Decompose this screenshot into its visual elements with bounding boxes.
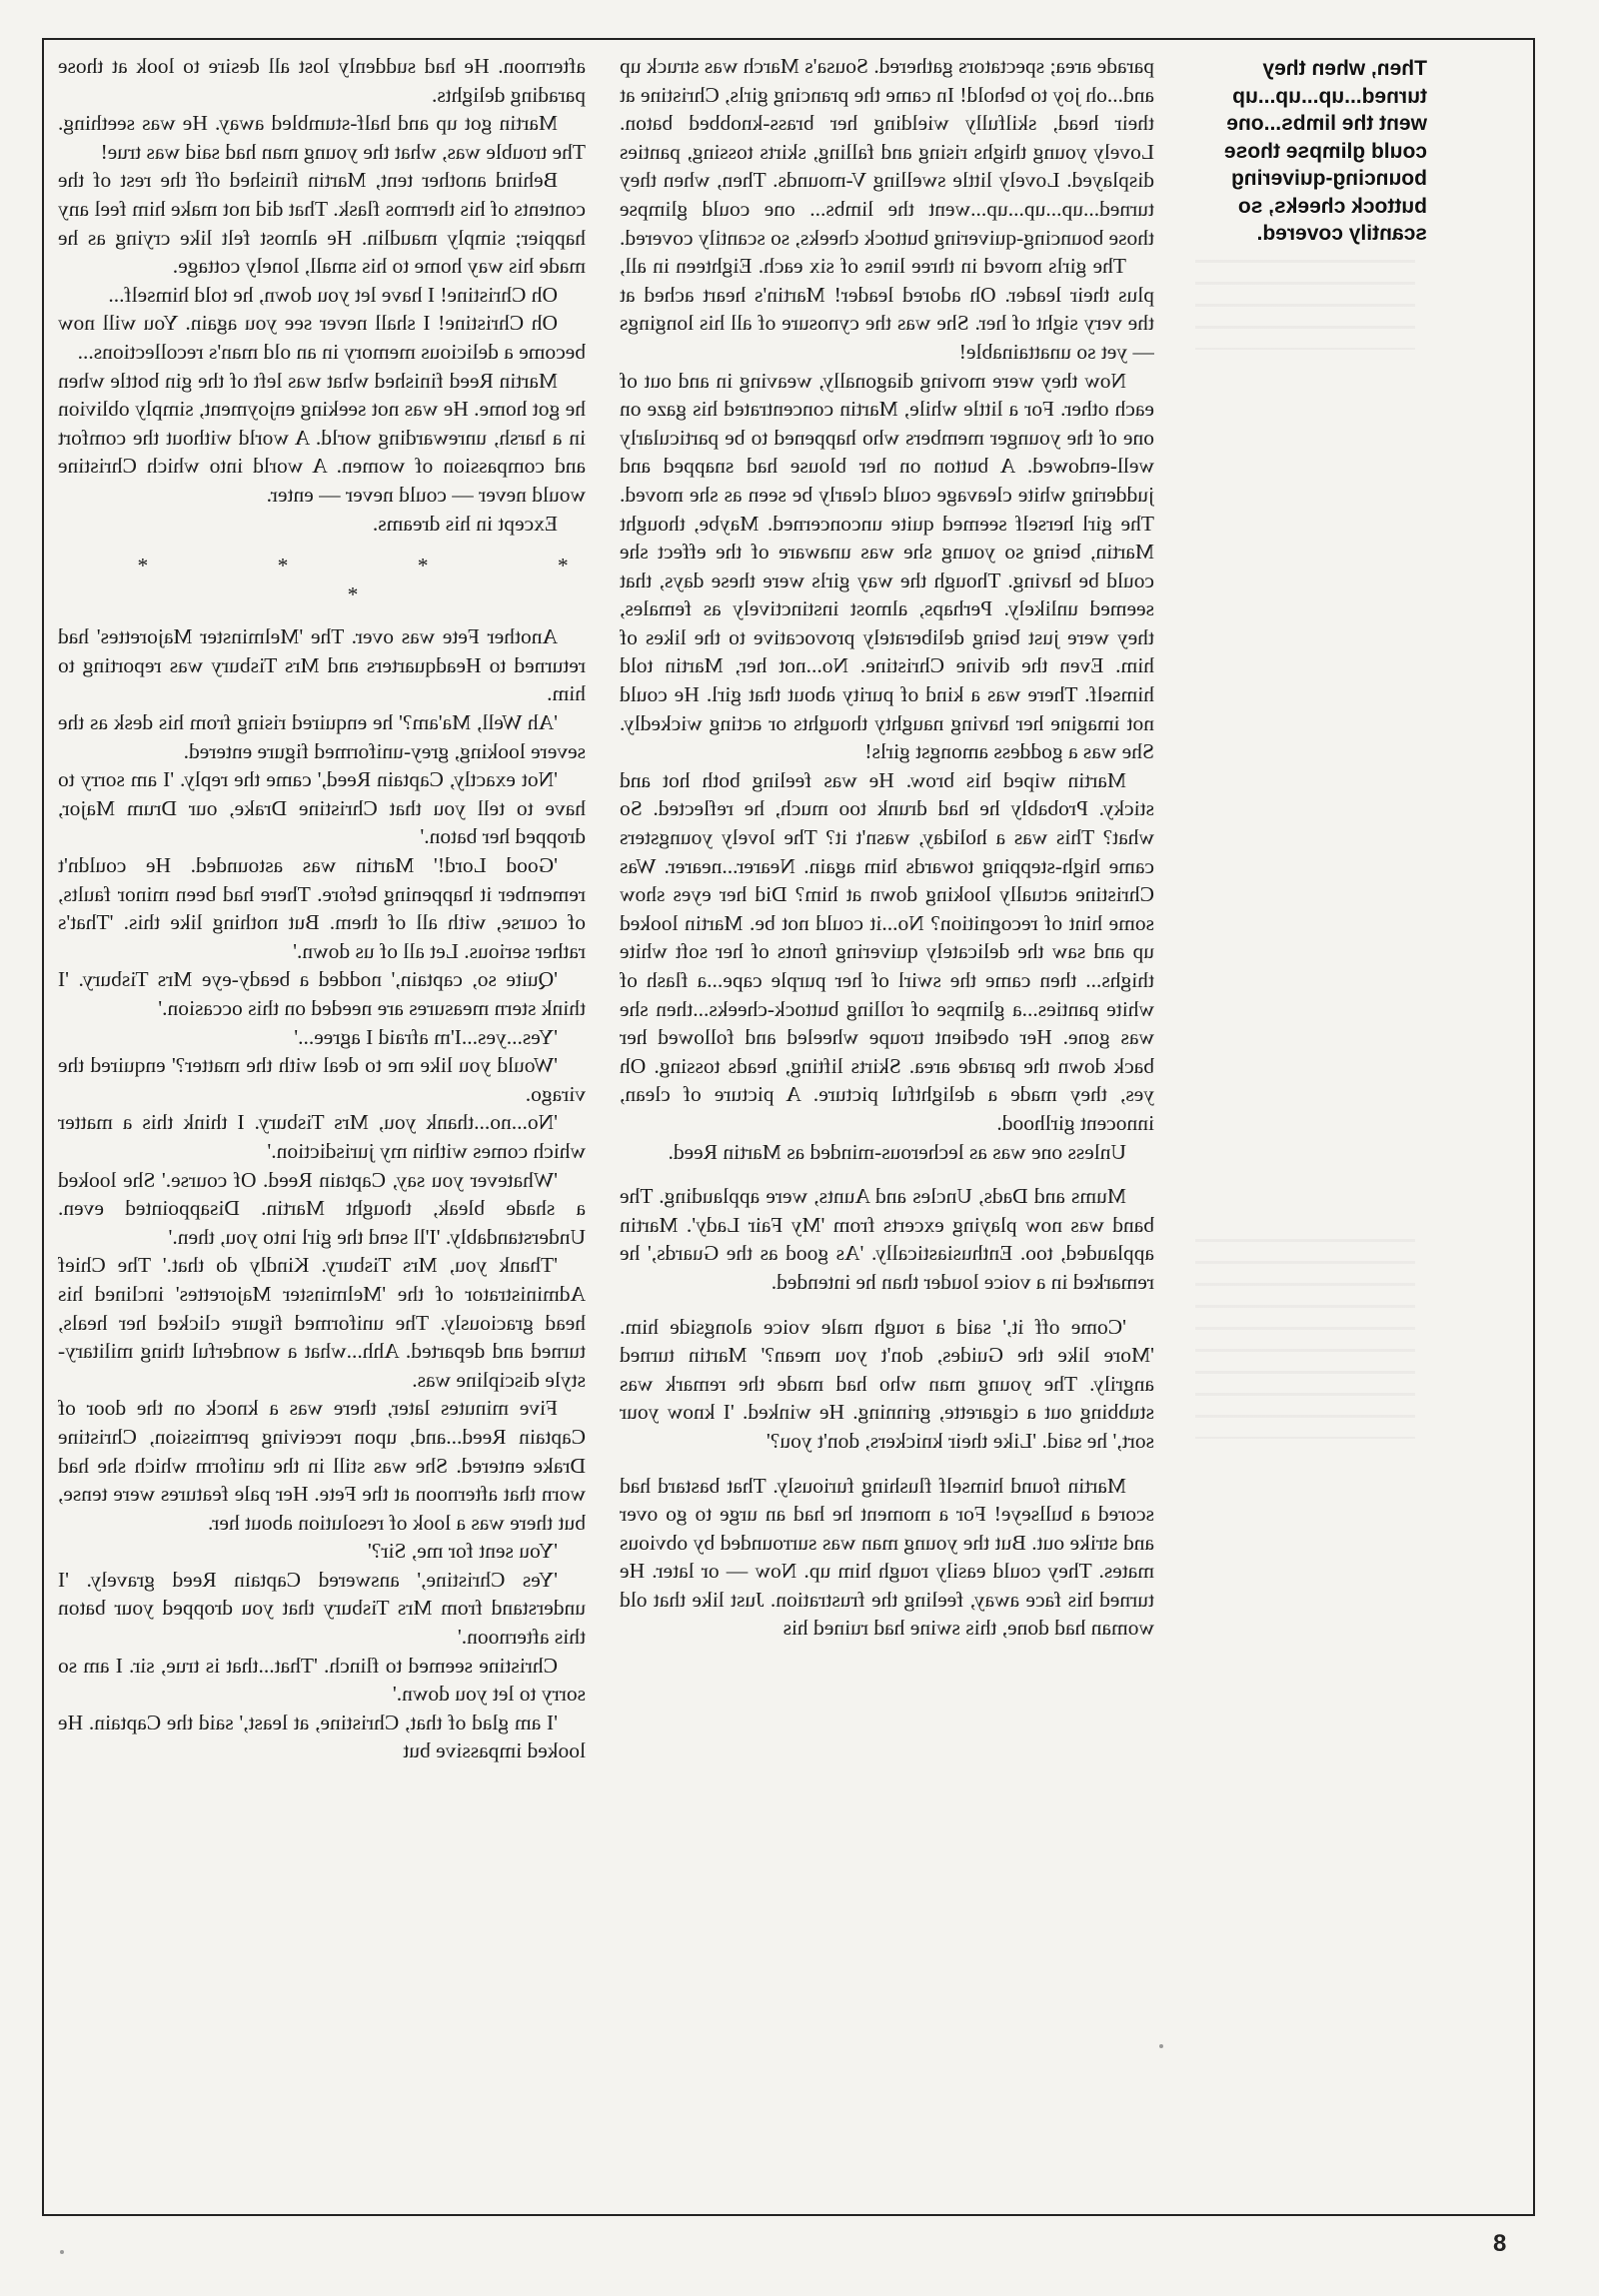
paragraph: Martin wiped his brow. He was feeling both hot and sticky. Probably he had drunk too much, he reflected. So what? This was a holiday, wasn't it? The lovely youngsters came high-stepping towards him again. Nearer...nearer. Was Christine actually looking down at him? Did her eyes show some hint of recognition? No...it could not be. Martin looked up and saw the delicately quivering fronts of her soft white thighs... then came the swirl of her purple cape...a flash of white panties...a glimpse of rolling buttock-cheeks...then she was gone. Her obedient troupe wheeled and followed her back down the parade area. Skirts lifting, heads tossing. Oh yes, they made a delightful picture. A picture of clean, innocent girlhood.	[620, 767, 1154, 1135]
paragraph: 'Good Lord!' Martin was astounded. He couldn't remember it happening before. There had been minor faults, of course, with all of them. But nothing like this. 'That's rather serious. Let all of us down.'	[58, 853, 586, 963]
paragraph: Another Fete was over. The 'Melminster Majorettes' had returned to Headquarters and Mrs Tisbury was reporting to him.	[58, 624, 586, 706]
paragraph: Behind another tent, Martin finished off the rest of the contents of his thermos flask. That did not make him feel any happier; simply maudlin. He almost felt like crying as he made his way home to his small, lonely cottage.	[58, 168, 586, 279]
paragraph: Except in his dreams.	[372, 511, 558, 536]
paragraph: Christine seemed to flinch. 'That...that is true, sir. I am so sorry to let you down.'	[58, 1653, 586, 1707]
paragraph: Five minutes later, there was a knock on the door of Captain Reed...and, upon receiving permission, Christine Drake entered. She was still in the uniform which she had worn that afternoon at the Fete. Her pale features were tense, but there was a look of resolution about her.	[58, 1396, 586, 1535]
paragraph: Martin Reed finished what was left of the gin bottle when he got home. He was not seeking enjoyment, simply oblivion in a harsh, unrewarding world. A world without the comfort and compassion of women. A world into which Christine would never — could never — enter.	[58, 368, 586, 507]
paragraph: 'Ah Well, Ma'am?' he enquired rising from his desk as the severe looking, grey-uniformed figure entered.	[58, 710, 586, 763]
show-through-text	[1195, 260, 1415, 350]
paragraph: Oh Christine! I shall never see you again. You will now become a delicious memory in an old man's recollections...	[58, 311, 586, 364]
paragraph: 'You sent for me, Sir?'	[367, 1539, 558, 1564]
paragraph: Martin got up and half-stumbled away. He was seething. The trouble was, what the young man had said was true!	[58, 111, 586, 164]
paragraph: Mums and Dads, Uncles and Aunts, were applauding. The band was now playing excerts from 'My Fair Lady'. Martin applauded, too. Enthusiastically. 'As good as the Guards,' he remarked in a voice louder than he intended.	[620, 1184, 1154, 1294]
paragraph: 'No...no...thank you, Mrs Tisbury. I think this a matter which comes within my jurisdiction.'	[58, 1110, 586, 1163]
paragraph: Unless one was as lecherous-minded as Martin Reed.	[668, 1139, 1126, 1164]
page-number: 8	[1493, 2230, 1507, 2257]
paragraph: 'Whatever you say, Captain Reed. Of course.' She looked a shade bleak, thought Martin. Disappointed even. Understandably. 'I'll send the girl into you, then.'	[58, 1167, 586, 1249]
paragraph: The girls moved in three lines of six each. Eighteen in all, plus their leader. Oh adored leader! Martin's heart ached at the very sight of her. She was the cynosure of all his longings — yet so unattainable!	[620, 254, 1154, 364]
paragraph: parade area; spectators gathered. Sousa's March was struck up and...oh joy to behold! In came the prancing girls, Christine at their head, skilfully wielding her brass-knobbed baton. Lovely young thighs rising and falling, skirts tossing, panties displayed. Lovely little swelling V-mounds. Then, when they turned...up...up...up...went the limbs... one could glimpse those bouncing-quivering buttock cheeks, so scantily covered.	[620, 54, 1154, 250]
paragraph: afternoon. He had suddenly lost all desire to look at those parading delights.	[58, 54, 586, 107]
paragraph: 'Come off it,' said a rough male voice alongside him. 'More like the Guides, don't you mean?' Martin turned angrily. The young man who had made the remark was stubbing out a cigarette, grinning. He winked. 'I know your sort,' he said. 'Like their knickers, don't you?'	[620, 1314, 1154, 1453]
paragraph: 'Yes...yes...I'm afraid I agree...'	[294, 1024, 558, 1049]
paragraph: Now they were moving diagonally, weaving in and out of each other. For a little while, Martin concentrated his gaze on one of the younger members who happened to be particularly well-endowed. A button on her blouse had snapped and juddering white cleavage could clearly be seen as she moved. The girl herself seemed quite unconcerned. Maybe, thought Martin, being so young she was unaware of the effect she could be having. Though the way girls were these days, that seemed unlikely. Perhaps, almost instinctively as females, they were just being deliberately provocative to the likes of him. Even the divine Christine. No...not her, Martin told himself. There was a kind of purity about that girl. He could not imagine her having naughty thoughts or acting wickedly. She was a goddess amongst girls!	[620, 368, 1154, 764]
text-column-middle	[620, 52, 1154, 2190]
paragraph: 'Not exactly, Captain Reed,' came the reply. 'I am sorry to have to tell you that Christine Drake, our Drum Major, dropped her baton.'	[58, 767, 586, 849]
paragraph: 'Would you like me to deal with the matter?' enquired the virago.	[58, 1053, 586, 1106]
paragraph: Martin found himself flushing furiously. That bastard had scored a bullseye! For a moment he had an urge to go over and strike out. But the young man was surrounded by obvious mates. They could easily rough him up. Now — or later. He turned his face away, feeling the frustration. Just like that old woman had done, this swine had ruined his	[620, 1473, 1154, 1641]
text-column-left	[58, 52, 586, 2190]
paragraph: 'I am glad of that, Christine, at least,' said the Captain. He looked impassive but	[58, 1710, 586, 1763]
paragraph: 'Thank you, Mrs Tisbury. Kindly do that.' The Chief Administrator of the 'Melminster Majorettes' inclined his head graciously. The uniformed figure clicked her heals, turned and departed. Ahh...what a wonderful thing military-style discipline was.	[58, 1253, 586, 1392]
paper-speck	[60, 2250, 64, 2254]
paper-speck	[1159, 2044, 1163, 2048]
pull-quote: Then, when they turned...up...up...up went the limbs...one could glimpse those bouncing-quivering buttock cheeks, so scantily covered.	[1223, 57, 1427, 245]
paragraph: 'Yes Christine,' answered Captain Reed gravely. 'I understand from Mrs Tisbury that you dropped your baton this afternoon.'	[58, 1567, 586, 1650]
paragraph: 'Quite so, captain,' nodded a beady-eye Mrs Tisbury. 'I think stern measures are needed on this occasion.'	[58, 967, 586, 1020]
show-through-text	[1195, 1239, 1415, 1439]
paragraph: Oh Christine! I have let you down, he told himself...	[108, 282, 558, 307]
section-break: * * * * *	[75, 554, 569, 606]
